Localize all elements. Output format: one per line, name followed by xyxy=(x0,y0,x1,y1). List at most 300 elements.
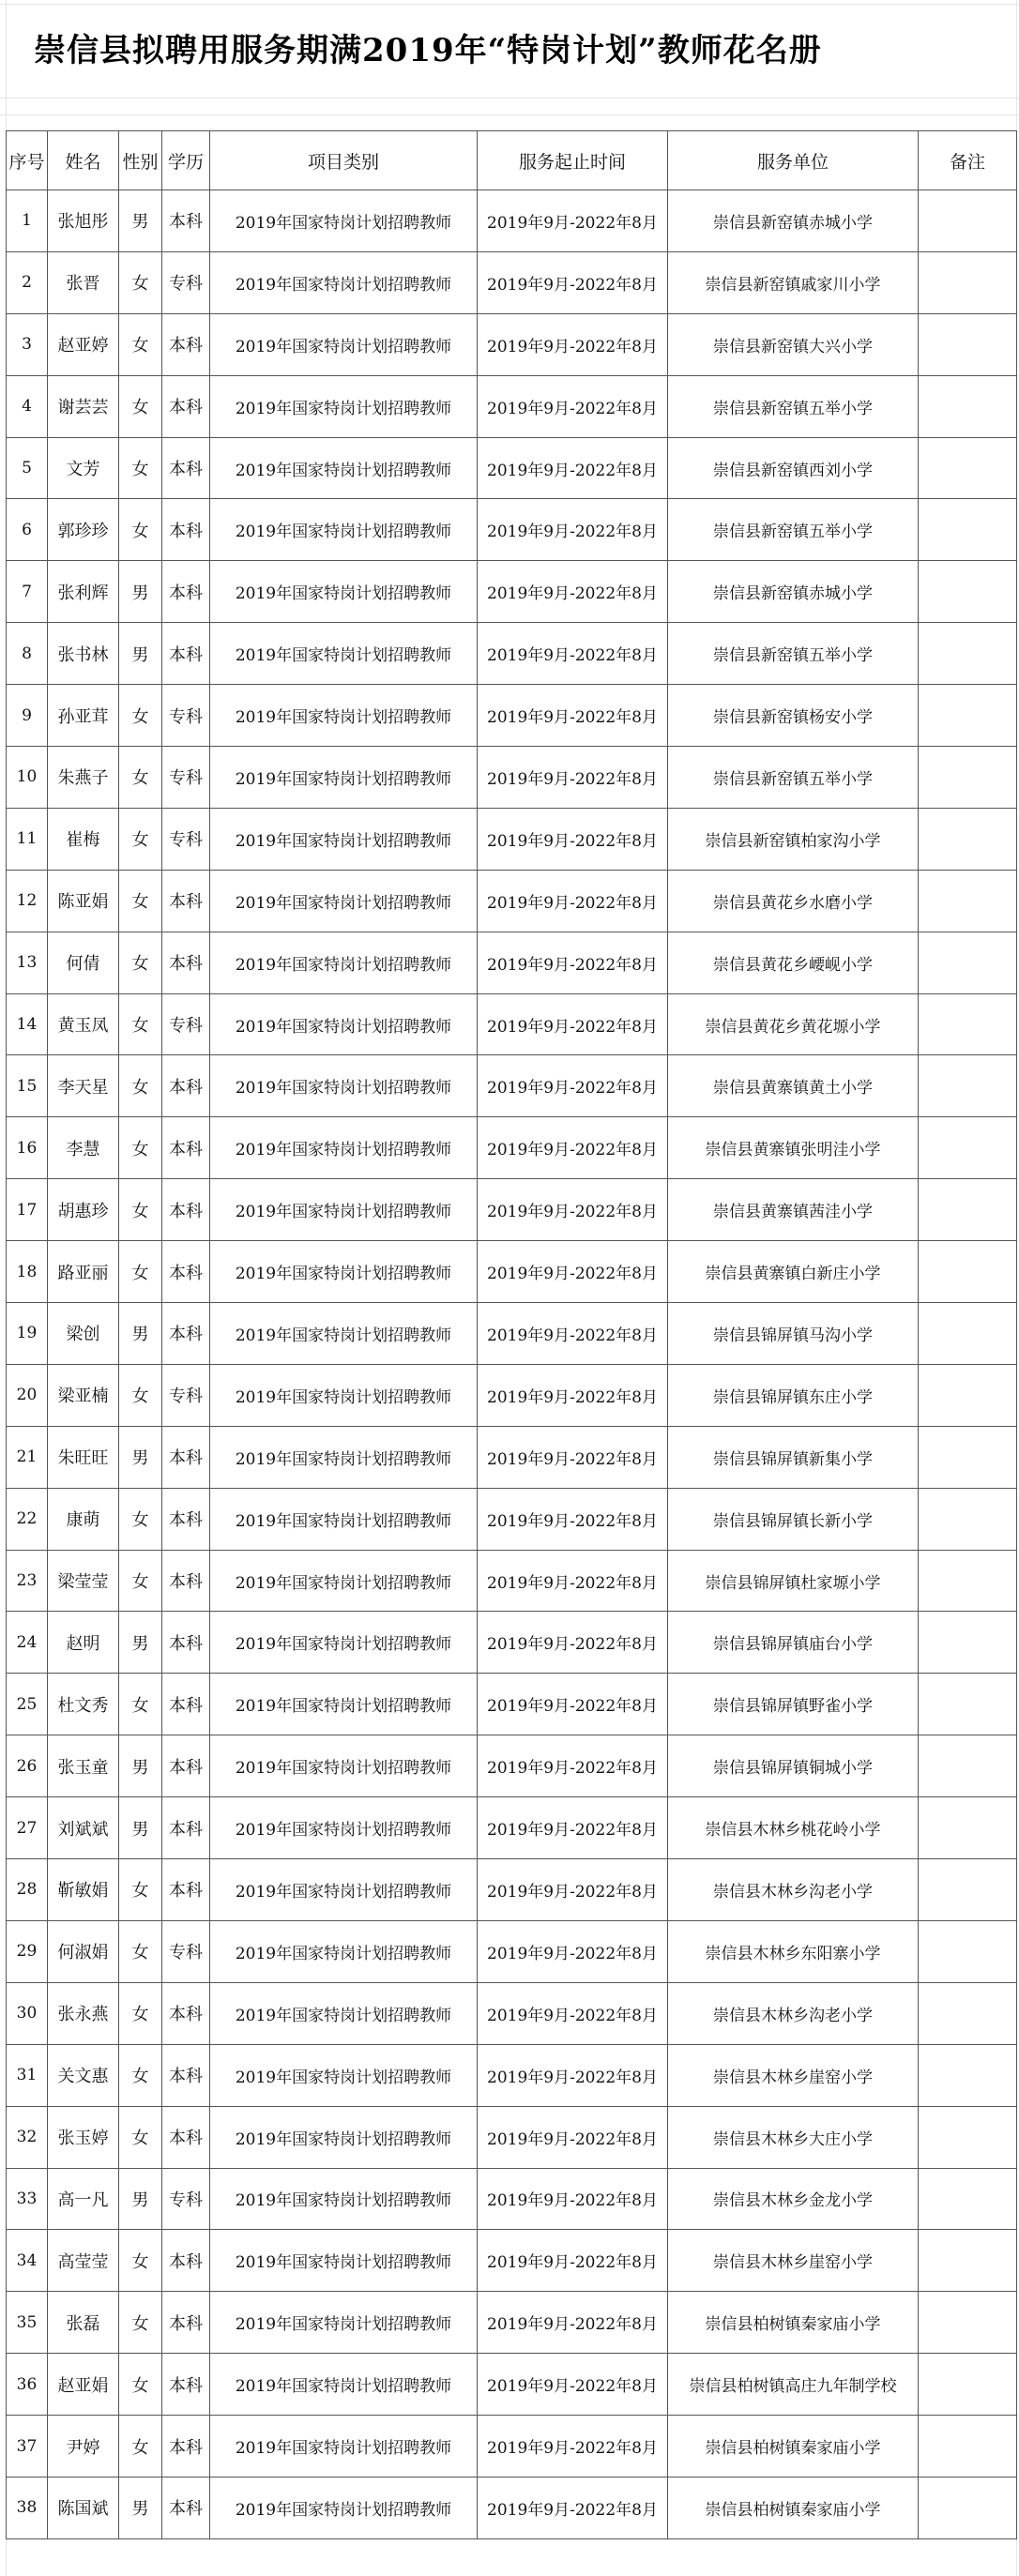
cell-unit: 崇信县锦屏镇野雀小学 xyxy=(668,1674,919,1735)
cell-education: 本科 xyxy=(162,2044,210,2106)
cell-sex: 女 xyxy=(119,251,162,313)
cell-name: 路亚丽 xyxy=(48,1241,119,1303)
cell-education: 本科 xyxy=(162,1982,210,2044)
cell-education: 专科 xyxy=(162,685,210,747)
cell-period: 2019年9月-2022年8月 xyxy=(478,1982,668,2044)
cell-no: 35 xyxy=(7,2292,48,2354)
cell-project: 2019年国家特岗计划招聘教师 xyxy=(210,2230,478,2292)
cell-project: 2019年国家特岗计划招聘教师 xyxy=(210,313,478,375)
cell-sex: 女 xyxy=(119,375,162,437)
cell-period: 2019年9月-2022年8月 xyxy=(478,685,668,747)
cell-note xyxy=(919,2168,1017,2230)
cell-name: 朱燕子 xyxy=(48,747,119,809)
cell-unit: 崇信县新窑镇赤城小学 xyxy=(668,561,919,623)
cell-sex: 女 xyxy=(119,2106,162,2168)
cell-education: 本科 xyxy=(162,1488,210,1550)
cell-project: 2019年国家特岗计划招聘教师 xyxy=(210,1859,478,1921)
cell-no: 24 xyxy=(7,1612,48,1674)
page-title: 崇信县拟聘用服务期满2019年“特岗计划”教师花名册 xyxy=(34,32,822,69)
cell-period: 2019年9月-2022年8月 xyxy=(478,313,668,375)
cell-unit: 崇信县锦屏镇铜城小学 xyxy=(668,1735,919,1797)
cell-no: 26 xyxy=(7,1735,48,1797)
cell-name: 张晋 xyxy=(48,251,119,313)
cell-note xyxy=(919,2106,1017,2168)
cell-no: 23 xyxy=(7,1550,48,1612)
cell-sex: 男 xyxy=(119,561,162,623)
cell-period: 2019年9月-2022年8月 xyxy=(478,2292,668,2354)
cell-no: 6 xyxy=(7,499,48,561)
cell-project: 2019年国家特岗计划招聘教师 xyxy=(210,993,478,1055)
cell-sex: 女 xyxy=(119,2292,162,2354)
cell-unit: 崇信县锦屏镇长新小学 xyxy=(668,1488,919,1550)
cell-education: 本科 xyxy=(162,1674,210,1735)
cell-unit: 崇信县柏树镇高庄九年制学校 xyxy=(668,2354,919,2416)
table-row xyxy=(7,1982,1017,2044)
cell-no: 22 xyxy=(7,1488,48,1550)
cell-period: 2019年9月-2022年8月 xyxy=(478,1364,668,1426)
cell-project: 2019年国家特岗计划招聘教师 xyxy=(210,808,478,870)
cell-no: 12 xyxy=(7,870,48,932)
cell-period: 2019年9月-2022年8月 xyxy=(478,375,668,437)
cell-sex: 女 xyxy=(119,313,162,375)
cell-no: 2 xyxy=(7,251,48,313)
cell-sex: 男 xyxy=(119,1303,162,1365)
table-row xyxy=(7,1550,1017,1612)
cell-project: 2019年国家特岗计划招聘教师 xyxy=(210,1920,478,1982)
cell-note xyxy=(919,1797,1017,1859)
cell-period: 2019年9月-2022年8月 xyxy=(478,2168,668,2230)
cell-unit: 崇信县黄寨镇茜洼小学 xyxy=(668,1179,919,1241)
cell-name: 李慧 xyxy=(48,1117,119,1179)
cell-period: 2019年9月-2022年8月 xyxy=(478,2106,668,2168)
cell-no: 36 xyxy=(7,2354,48,2416)
table-row xyxy=(7,2477,1017,2538)
cell-name: 靳敏娟 xyxy=(48,1859,119,1921)
cell-project: 2019年国家特岗计划招聘教师 xyxy=(210,2354,478,2416)
cell-period: 2019年9月-2022年8月 xyxy=(478,1612,668,1674)
cell-note xyxy=(919,1859,1017,1921)
cell-no: 3 xyxy=(7,313,48,375)
cell-no: 30 xyxy=(7,1982,48,2044)
cell-sex: 女 xyxy=(119,1674,162,1735)
cell-education: 本科 xyxy=(162,2106,210,2168)
cell-unit: 崇信县木林乡金龙小学 xyxy=(668,2168,919,2230)
cell-unit: 崇信县锦屏镇东庄小学 xyxy=(668,1364,919,1426)
cell-sex: 女 xyxy=(119,1241,162,1303)
cell-education: 专科 xyxy=(162,747,210,809)
cell-sex: 女 xyxy=(119,1488,162,1550)
table-row xyxy=(7,561,1017,623)
cell-unit: 崇信县新窑镇西刘小学 xyxy=(668,437,919,499)
cell-sex: 女 xyxy=(119,2044,162,2106)
cell-sex: 女 xyxy=(119,685,162,747)
cell-note xyxy=(919,437,1017,499)
cell-education: 本科 xyxy=(162,499,210,561)
cell-education: 本科 xyxy=(162,1859,210,1921)
cell-period: 2019年9月-2022年8月 xyxy=(478,1859,668,1921)
cell-project: 2019年国家特岗计划招聘教师 xyxy=(210,747,478,809)
cell-project: 2019年国家特岗计划招聘教师 xyxy=(210,2106,478,2168)
cell-note xyxy=(919,1426,1017,1488)
column-header-education: 学历 xyxy=(162,131,210,190)
cell-name: 李天星 xyxy=(48,1055,119,1117)
cell-unit: 崇信县锦屏镇马沟小学 xyxy=(668,1303,919,1365)
cell-sex: 女 xyxy=(119,437,162,499)
cell-sex: 女 xyxy=(119,1364,162,1426)
cell-period: 2019年9月-2022年8月 xyxy=(478,1488,668,1550)
cell-education: 本科 xyxy=(162,375,210,437)
table-row xyxy=(7,2044,1017,2106)
cell-note xyxy=(919,1241,1017,1303)
table-row xyxy=(7,1859,1017,1921)
cell-unit: 崇信县柏树镇秦家庙小学 xyxy=(668,2477,919,2538)
cell-unit: 崇信县柏树镇秦家庙小学 xyxy=(668,2416,919,2478)
cell-period: 2019年9月-2022年8月 xyxy=(478,808,668,870)
cell-unit: 崇信县木林乡崖窑小学 xyxy=(668,2230,919,2292)
table-row xyxy=(7,1920,1017,1982)
cell-no: 29 xyxy=(7,1920,48,1982)
cell-education: 本科 xyxy=(162,2477,210,2538)
cell-unit: 崇信县木林乡大庄小学 xyxy=(668,2106,919,2168)
cell-note xyxy=(919,1117,1017,1179)
cell-project: 2019年国家特岗计划招聘教师 xyxy=(210,499,478,561)
table-row xyxy=(7,437,1017,499)
cell-period: 2019年9月-2022年8月 xyxy=(478,190,668,252)
cell-note xyxy=(919,251,1017,313)
cell-project: 2019年国家特岗计划招聘教师 xyxy=(210,1612,478,1674)
cell-unit: 崇信县木林乡桃花岭小学 xyxy=(668,1797,919,1859)
cell-sex: 男 xyxy=(119,190,162,252)
cell-name: 文芳 xyxy=(48,437,119,499)
cell-note xyxy=(919,1179,1017,1241)
cell-education: 本科 xyxy=(162,1303,210,1365)
cell-no: 37 xyxy=(7,2416,48,2478)
cell-note xyxy=(919,1982,1017,2044)
cell-note xyxy=(919,561,1017,623)
cell-note xyxy=(919,2230,1017,2292)
cell-sex: 女 xyxy=(119,2230,162,2292)
cell-name: 梁莹莹 xyxy=(48,1550,119,1612)
cell-project: 2019年国家特岗计划招聘教师 xyxy=(210,561,478,623)
cell-no: 21 xyxy=(7,1426,48,1488)
cell-project: 2019年国家特岗计划招聘教师 xyxy=(210,1488,478,1550)
cell-period: 2019年9月-2022年8月 xyxy=(478,499,668,561)
cell-note xyxy=(919,190,1017,252)
table-row xyxy=(7,623,1017,685)
cell-unit: 崇信县锦屏镇庙台小学 xyxy=(668,1612,919,1674)
cell-no: 5 xyxy=(7,437,48,499)
cell-unit: 崇信县新窑镇五举小学 xyxy=(668,499,919,561)
cell-unit: 崇信县黄寨镇白新庄小学 xyxy=(668,1241,919,1303)
cell-project: 2019年国家特岗计划招聘教师 xyxy=(210,375,478,437)
cell-sex: 女 xyxy=(119,1055,162,1117)
table-header-row xyxy=(7,131,1017,190)
table-row xyxy=(7,993,1017,1055)
cell-no: 38 xyxy=(7,2477,48,2538)
cell-education: 本科 xyxy=(162,1179,210,1241)
cell-name: 郭珍珍 xyxy=(48,499,119,561)
cell-name: 何倩 xyxy=(48,932,119,993)
cell-no: 25 xyxy=(7,1674,48,1735)
cell-unit: 崇信县新窑镇五举小学 xyxy=(668,747,919,809)
cell-project: 2019年国家特岗计划招聘教师 xyxy=(210,2168,478,2230)
cell-education: 本科 xyxy=(162,2230,210,2292)
cell-name: 胡惠珍 xyxy=(48,1179,119,1241)
cell-name: 黄玉凤 xyxy=(48,993,119,1055)
cell-note xyxy=(919,375,1017,437)
cell-project: 2019年国家特岗计划招聘教师 xyxy=(210,1426,478,1488)
cell-sex: 男 xyxy=(119,2477,162,2538)
cell-education: 本科 xyxy=(162,2416,210,2478)
cell-name: 尹婷 xyxy=(48,2416,119,2478)
cell-name: 高莹莹 xyxy=(48,2230,119,2292)
cell-education: 本科 xyxy=(162,561,210,623)
cell-name: 张永燕 xyxy=(48,1982,119,2044)
cell-period: 2019年9月-2022年8月 xyxy=(478,437,668,499)
cell-no: 8 xyxy=(7,623,48,685)
cell-no: 16 xyxy=(7,1117,48,1179)
cell-period: 2019年9月-2022年8月 xyxy=(478,561,668,623)
table-row xyxy=(7,1055,1017,1117)
cell-sex: 女 xyxy=(119,808,162,870)
cell-project: 2019年国家特岗计划招聘教师 xyxy=(210,1055,478,1117)
column-header-note: 备注 xyxy=(919,131,1017,190)
cell-name: 张旭彤 xyxy=(48,190,119,252)
cell-no: 10 xyxy=(7,747,48,809)
cell-education: 专科 xyxy=(162,251,210,313)
cell-education: 本科 xyxy=(162,2354,210,2416)
cell-unit: 崇信县新窑镇杨安小学 xyxy=(668,685,919,747)
table-row xyxy=(7,870,1017,932)
column-header-unit: 服务单位 xyxy=(668,131,919,190)
cell-note xyxy=(919,685,1017,747)
table-row xyxy=(7,1488,1017,1550)
cell-name: 康萌 xyxy=(48,1488,119,1550)
cell-name: 陈亚娟 xyxy=(48,870,119,932)
cell-period: 2019年9月-2022年8月 xyxy=(478,2416,668,2478)
cell-period: 2019年9月-2022年8月 xyxy=(478,251,668,313)
cell-sex: 女 xyxy=(119,870,162,932)
cell-project: 2019年国家特岗计划招聘教师 xyxy=(210,1179,478,1241)
cell-unit: 崇信县木林乡沟老小学 xyxy=(668,1859,919,1921)
cell-education: 本科 xyxy=(162,1426,210,1488)
cell-sex: 男 xyxy=(119,1612,162,1674)
cell-period: 2019年9月-2022年8月 xyxy=(478,1303,668,1365)
table-row xyxy=(7,2292,1017,2354)
cell-name: 张玉童 xyxy=(48,1735,119,1797)
cell-unit: 崇信县新窑镇五举小学 xyxy=(668,623,919,685)
column-header-project: 项目类别 xyxy=(210,131,478,190)
cell-name: 何淑娟 xyxy=(48,1920,119,1982)
cell-education: 本科 xyxy=(162,313,210,375)
cell-unit: 崇信县黄寨镇黄土小学 xyxy=(668,1055,919,1117)
cell-period: 2019年9月-2022年8月 xyxy=(478,1241,668,1303)
cell-note xyxy=(919,870,1017,932)
cell-name: 谢芸芸 xyxy=(48,375,119,437)
cell-unit: 崇信县新窑镇大兴小学 xyxy=(668,313,919,375)
cell-name: 赵明 xyxy=(48,1612,119,1674)
cell-project: 2019年国家特岗计划招聘教师 xyxy=(210,251,478,313)
cell-education: 专科 xyxy=(162,993,210,1055)
cell-education: 本科 xyxy=(162,1117,210,1179)
cell-period: 2019年9月-2022年8月 xyxy=(478,1735,668,1797)
cell-unit: 崇信县黄花乡水磨小学 xyxy=(668,870,919,932)
cell-education: 专科 xyxy=(162,2168,210,2230)
cell-project: 2019年国家特岗计划招聘教师 xyxy=(210,1797,478,1859)
cell-sex: 女 xyxy=(119,1920,162,1982)
cell-period: 2019年9月-2022年8月 xyxy=(478,1674,668,1735)
cell-sex: 男 xyxy=(119,2168,162,2230)
cell-sex: 女 xyxy=(119,747,162,809)
cell-no: 13 xyxy=(7,932,48,993)
cell-project: 2019年国家特岗计划招聘教师 xyxy=(210,2044,478,2106)
cell-sex: 男 xyxy=(119,1735,162,1797)
cell-sex: 男 xyxy=(119,623,162,685)
cell-education: 本科 xyxy=(162,1612,210,1674)
cell-project: 2019年国家特岗计划招聘教师 xyxy=(210,932,478,993)
cell-sex: 女 xyxy=(119,1179,162,1241)
cell-note xyxy=(919,623,1017,685)
cell-education: 专科 xyxy=(162,1920,210,1982)
cell-note xyxy=(919,1735,1017,1797)
cell-name: 张书林 xyxy=(48,623,119,685)
table-row xyxy=(7,251,1017,313)
cell-note xyxy=(919,2292,1017,2354)
cell-period: 2019年9月-2022年8月 xyxy=(478,2044,668,2106)
sheet-gridline xyxy=(0,114,1019,115)
cell-name: 关文惠 xyxy=(48,2044,119,2106)
cell-note xyxy=(919,2354,1017,2416)
cell-name: 刘斌斌 xyxy=(48,1797,119,1859)
cell-note xyxy=(919,1364,1017,1426)
cell-education: 本科 xyxy=(162,1550,210,1612)
teacher-roster-table xyxy=(6,130,1017,2539)
cell-sex: 女 xyxy=(119,2354,162,2416)
cell-education: 本科 xyxy=(162,1735,210,1797)
cell-name: 赵亚娟 xyxy=(48,2354,119,2416)
cell-unit: 崇信县锦屏镇杜家塬小学 xyxy=(668,1550,919,1612)
cell-project: 2019年国家特岗计划招聘教师 xyxy=(210,685,478,747)
cell-unit: 崇信县新窑镇赤城小学 xyxy=(668,190,919,252)
cell-note xyxy=(919,808,1017,870)
cell-name: 张利辉 xyxy=(48,561,119,623)
cell-project: 2019年国家特岗计划招聘教师 xyxy=(210,2477,478,2538)
table-row xyxy=(7,1797,1017,1859)
cell-project: 2019年国家特岗计划招聘教师 xyxy=(210,437,478,499)
cell-name: 朱旺旺 xyxy=(48,1426,119,1488)
cell-sex: 女 xyxy=(119,932,162,993)
cell-sex: 女 xyxy=(119,993,162,1055)
cell-project: 2019年国家特岗计划招聘教师 xyxy=(210,1117,478,1179)
cell-name: 孙亚茸 xyxy=(48,685,119,747)
table-row xyxy=(7,1303,1017,1365)
cell-note xyxy=(919,1674,1017,1735)
cell-note xyxy=(919,932,1017,993)
cell-name: 梁亚楠 xyxy=(48,1364,119,1426)
cell-note xyxy=(919,2044,1017,2106)
cell-note xyxy=(919,1920,1017,1982)
table-row xyxy=(7,747,1017,809)
cell-education: 本科 xyxy=(162,190,210,252)
cell-unit: 崇信县黄寨镇张明洼小学 xyxy=(668,1117,919,1179)
cell-education: 本科 xyxy=(162,2292,210,2354)
sheet-gridline xyxy=(0,4,1019,5)
cell-education: 专科 xyxy=(162,1364,210,1426)
cell-project: 2019年国家特岗计划招聘教师 xyxy=(210,190,478,252)
table-row xyxy=(7,190,1017,252)
table-row xyxy=(7,2106,1017,2168)
cell-note xyxy=(919,1303,1017,1365)
cell-project: 2019年国家特岗计划招聘教师 xyxy=(210,1241,478,1303)
cell-period: 2019年9月-2022年8月 xyxy=(478,623,668,685)
cell-unit: 崇信县新窑镇柏家沟小学 xyxy=(668,808,919,870)
column-header-period: 服务起止时间 xyxy=(478,131,668,190)
cell-unit: 崇信县锦屏镇新集小学 xyxy=(668,1426,919,1488)
cell-unit: 崇信县木林乡东阳寨小学 xyxy=(668,1920,919,1982)
cell-sex: 女 xyxy=(119,1982,162,2044)
cell-period: 2019年9月-2022年8月 xyxy=(478,747,668,809)
cell-period: 2019年9月-2022年8月 xyxy=(478,2230,668,2292)
cell-unit: 崇信县柏树镇秦家庙小学 xyxy=(668,2292,919,2354)
cell-period: 2019年9月-2022年8月 xyxy=(478,993,668,1055)
cell-education: 本科 xyxy=(162,932,210,993)
cell-unit: 崇信县新窑镇五举小学 xyxy=(668,375,919,437)
cell-note xyxy=(919,499,1017,561)
cell-no: 27 xyxy=(7,1797,48,1859)
cell-sex: 女 xyxy=(119,499,162,561)
cell-sex: 男 xyxy=(119,1797,162,1859)
cell-name: 梁创 xyxy=(48,1303,119,1365)
cell-project: 2019年国家特岗计划招聘教师 xyxy=(210,1735,478,1797)
cell-note xyxy=(919,1055,1017,1117)
table-row xyxy=(7,1426,1017,1488)
cell-period: 2019年9月-2022年8月 xyxy=(478,932,668,993)
cell-name: 杜文秀 xyxy=(48,1674,119,1735)
cell-period: 2019年9月-2022年8月 xyxy=(478,1920,668,1982)
table-row xyxy=(7,2168,1017,2230)
cell-unit: 崇信县木林乡沟老小学 xyxy=(668,1982,919,2044)
table-row xyxy=(7,1612,1017,1674)
cell-note xyxy=(919,2416,1017,2478)
table-row xyxy=(7,808,1017,870)
cell-no: 14 xyxy=(7,993,48,1055)
cell-name: 崔梅 xyxy=(48,808,119,870)
cell-name: 张磊 xyxy=(48,2292,119,2354)
cell-unit: 崇信县木林乡崖窑小学 xyxy=(668,2044,919,2106)
cell-project: 2019年国家特岗计划招聘教师 xyxy=(210,870,478,932)
table-row xyxy=(7,2416,1017,2478)
cell-note xyxy=(919,313,1017,375)
cell-period: 2019年9月-2022年8月 xyxy=(478,1426,668,1488)
cell-note xyxy=(919,1488,1017,1550)
cell-note xyxy=(919,2477,1017,2538)
cell-unit: 崇信县黄花乡黄花塬小学 xyxy=(668,993,919,1055)
cell-no: 34 xyxy=(7,2230,48,2292)
cell-no: 1 xyxy=(7,190,48,252)
cell-education: 专科 xyxy=(162,808,210,870)
cell-project: 2019年国家特岗计划招聘教师 xyxy=(210,1550,478,1612)
cell-period: 2019年9月-2022年8月 xyxy=(478,1179,668,1241)
cell-unit: 崇信县黄花乡崾岘小学 xyxy=(668,932,919,993)
cell-project: 2019年国家特岗计划招聘教师 xyxy=(210,1364,478,1426)
cell-project: 2019年国家特岗计划招聘教师 xyxy=(210,1303,478,1365)
cell-no: 18 xyxy=(7,1241,48,1303)
cell-education: 本科 xyxy=(162,1797,210,1859)
cell-education: 本科 xyxy=(162,870,210,932)
cell-unit: 崇信县新窑镇戚家川小学 xyxy=(668,251,919,313)
table-row xyxy=(7,1179,1017,1241)
cell-no: 9 xyxy=(7,685,48,747)
